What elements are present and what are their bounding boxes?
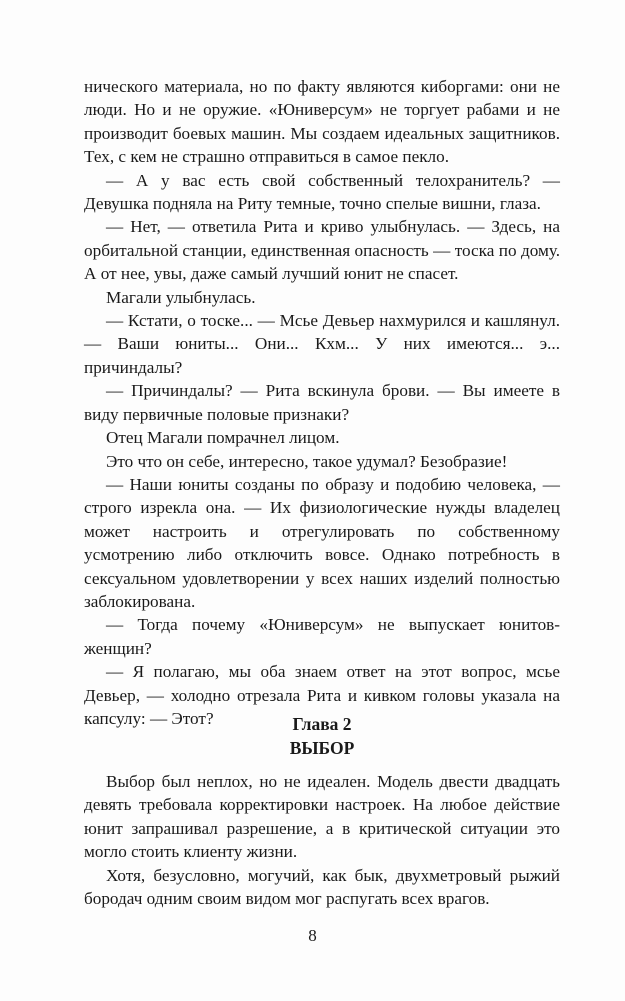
paragraph: Это что он себе, интересно, такое удумал? Безобразие! (106, 451, 508, 471)
paragraph: — А у вас есть свой собственный телохранитель? — Девушка подняла на Риту темные, точно спелые вишни, глаза. (84, 170, 560, 214)
paragraph: — Кстати, о тоске... — Мсье Девьер нахмурился и кашлянул. — Ваши юниты... Они... Кхм... У них имеются... э... причиндалы? (84, 311, 560, 377)
body-text-bottom (84, 770, 560, 910)
paragraph: — Причиндалы? — Рита вскинула брови. — Вы имеете в виду первичные половые признаки? (84, 381, 560, 424)
paragraph: — Нет, — ответила Рита и криво улыбнулась. — Здесь, на орбитальной станции, единственная опасность — тоска по дому. А от нее, увы, даже самый лучший юнит не спасет. (84, 217, 560, 284)
paragraph: нического материала, но по факту являются киборгами: они не люди. Но и не оружие. «Юниверсум» не торгует рабами и не производит боевых машин. Мы создаем идеальных защитников. Тех, с кем не страшно отправиться в самое пекло. (84, 77, 560, 167)
page-number: 8 (308, 926, 317, 945)
chapter-heading (84, 712, 560, 760)
paragraph: Отец Магали помрачнел лицом. (106, 428, 340, 448)
paragraph: Хотя, безусловно, могучий, как бык, двухметровый рыжий бородач одним своим видом мог распугать всех врагов. (84, 865, 560, 909)
paragraph: — Тогда почему «Юниверсум» не выпускает юнитов-женщин? (84, 615, 560, 658)
chapter-title: ВЫБОР (289, 738, 355, 758)
paragraph: Выбор был неплох, но не идеален. Модель двести двадцать девять требовала корректировки настроек. На любое действие юнит запрашивал разрешение, а в критической ситуации это могло стоить клиенту жизни. (84, 772, 560, 862)
body-text-top (84, 75, 560, 730)
chapter-number: Глава 2 (292, 714, 352, 734)
paragraph: Магали улыбнулась. (106, 287, 256, 307)
paragraph: — Я полагаю, мы оба знаем ответ на этот вопрос, мсье Девьер, — холодно отрезала Рита и кивком головы указала на капсулу: — Этот? (84, 662, 560, 728)
paragraph: — Наши юниты созданы по образу и подобию человека, — строго изрекла она. — Их физиологические нужды владелец может настроить и отрегулировать по собственному усмотрению либо отключить вовсе. Однако потребность в сексуальном удовлетворении у всех наших изделий полностью заблокирована. (84, 474, 560, 611)
